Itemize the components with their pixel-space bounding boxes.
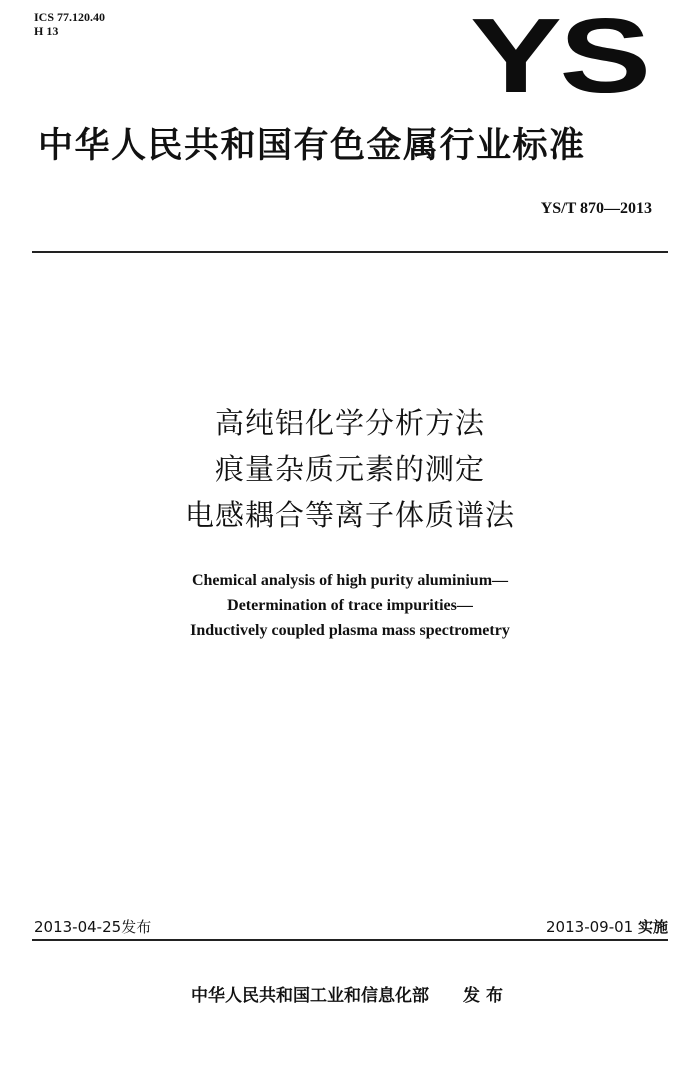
english-title-line-3: Inductively coupled plasma mass spectrometry	[190, 622, 510, 639]
footer-divider	[32, 939, 668, 941]
english-title-line-2: Determination of trace impurities—	[227, 597, 473, 614]
standard-category-title: 中华人民共和国有色金属行业标准	[38, 126, 586, 166]
classification-codes	[34, 10, 105, 38]
publisher-line	[0, 981, 700, 1006]
implementation-label: 实施	[637, 918, 668, 936]
publisher-action: 发布	[463, 986, 509, 1006]
issue-date-block	[34, 916, 151, 937]
standard-number: YS/T 870—2013	[540, 200, 652, 217]
ccs-code: H 13	[34, 24, 59, 38]
ys-logo: YS	[470, 0, 649, 115]
english-title-line-1: Chemical analysis of high purity aluminium—	[191, 572, 509, 589]
ics-code: ICS 77.120.40	[34, 10, 106, 24]
chinese-title	[0, 400, 700, 538]
chinese-title-line-1: 高纯铝化学分析方法	[214, 406, 485, 440]
english-title	[0, 568, 700, 643]
chinese-title-line-3: 电感耦合等离子体质谱法	[184, 498, 515, 532]
issue-date: 2013-04-25	[34, 918, 122, 936]
issue-label: 发布	[121, 918, 152, 936]
header-divider	[32, 251, 668, 253]
chinese-title-line-2: 痕量杂质元素的测定	[214, 452, 485, 486]
implementation-date-block	[546, 916, 668, 937]
publisher-name: 中华人民共和国工业和信息化部	[191, 986, 429, 1006]
implementation-date: 2013-09-01	[546, 918, 634, 936]
